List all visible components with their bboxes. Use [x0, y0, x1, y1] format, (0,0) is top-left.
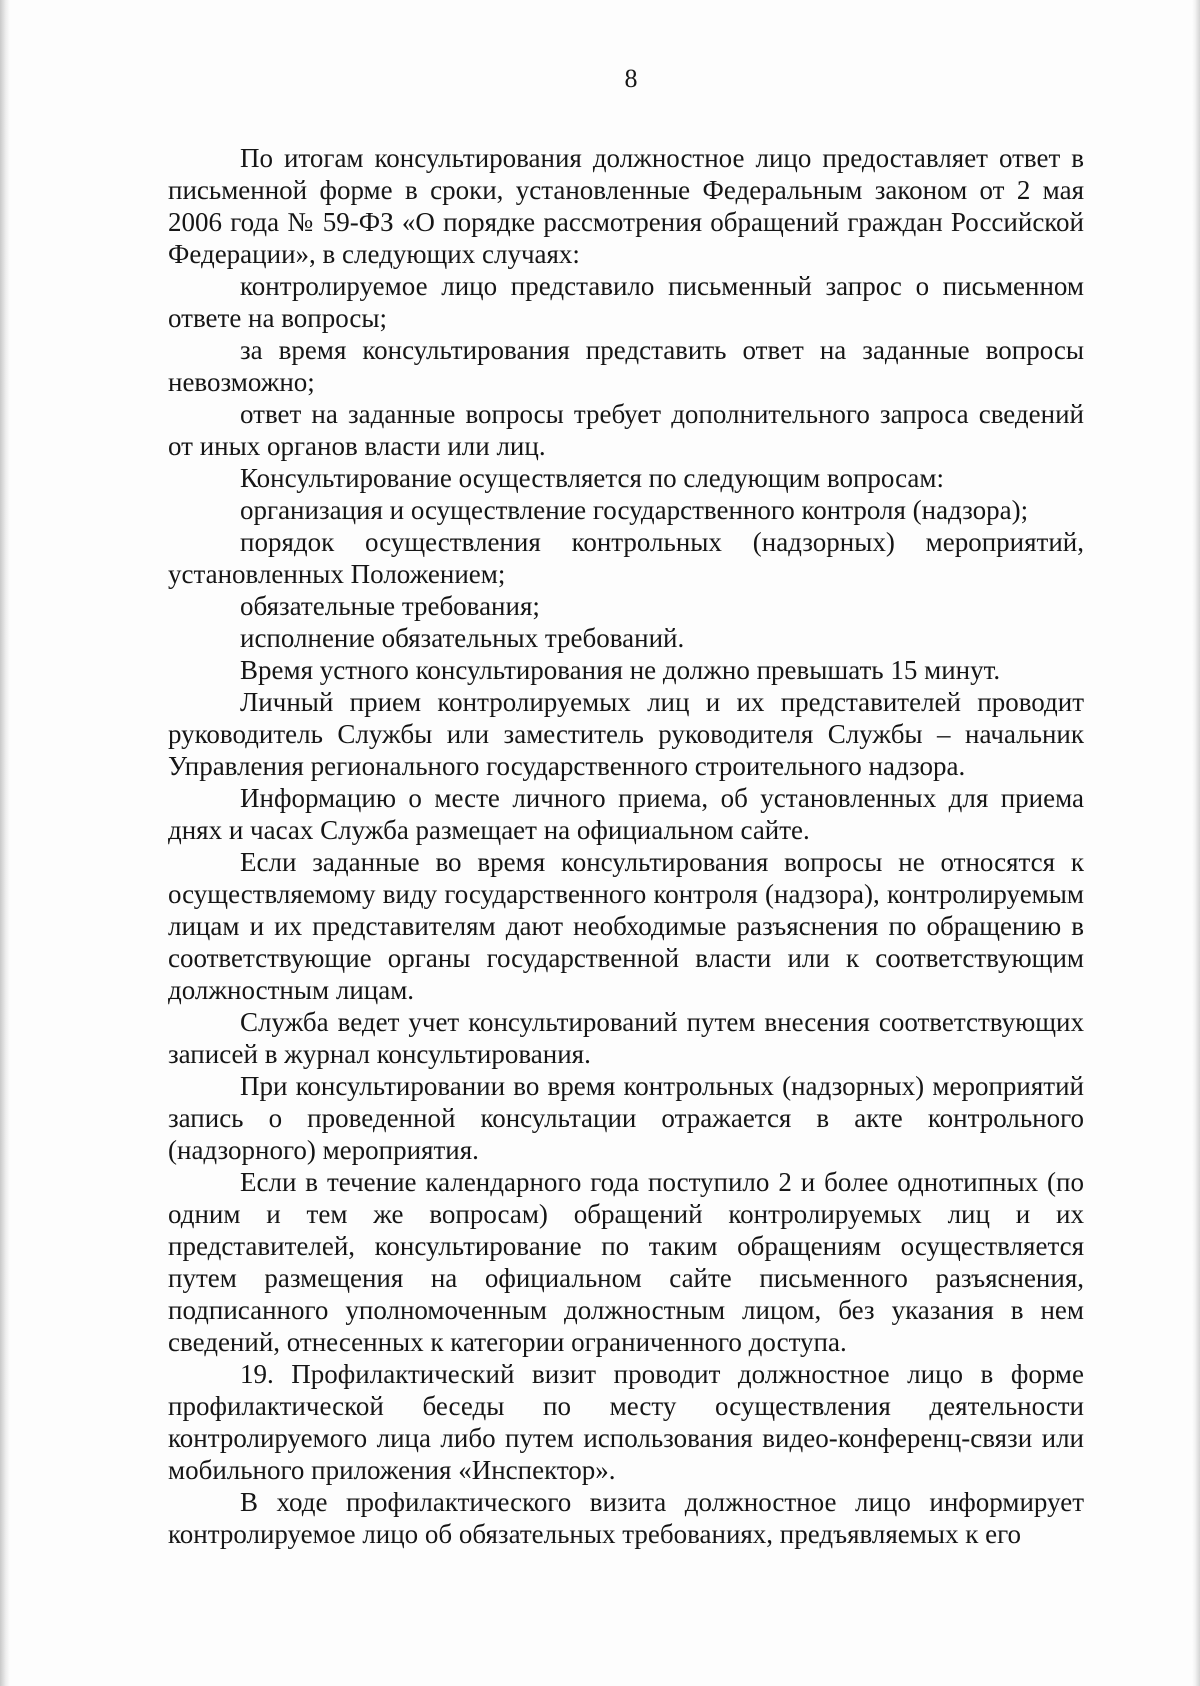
paragraph: Информацию о месте личного приема, об установленных для приема днях и часах Служба размещает на официальном сайте.: [168, 783, 1084, 845]
paragraph: Если в течение календарного года поступило 2 и более однотипных (по одним и тем же вопросам) обращений контролируемых лиц и их представителей, консультирование по таким обращениям осуществляется путем размещения на официальном сайте письменного разъяснения, подписанного уполномоченным должностным лицом, без указания в нем сведений, отнесенных к категории ограниченного доступа.: [168, 1167, 1084, 1357]
paragraph: 19. Профилактический визит проводит должностное лицо в форме профилактической беседы по месту осуществления деятельности контролируемого лица либо путем использования видео-конференц-связи или мобильного приложения «Инспектор».: [168, 1359, 1084, 1485]
paragraph: Служба ведет учет консультирований путем внесения соответствующих записей в журнал консультирования.: [168, 1007, 1084, 1069]
paragraph: контролируемое лицо представило письменный запрос о письменном ответе на вопросы;: [168, 271, 1084, 333]
paragraph: Консультирование осуществляется по следующим вопросам:: [240, 463, 944, 493]
scan-edge-right: [1192, 0, 1200, 1686]
page-number: 8: [624, 64, 638, 93]
paragraph: исполнение обязательных требований.: [240, 623, 685, 653]
paragraph: Если заданные во время консультирования вопросы не относятся к осуществляемому виду государственного контроля (надзора), контролируемым лицам и их представителям дают необходимые разъяснения по обращению в соответствующие органы государственной власти или к соответствующим должностным лицам.: [168, 847, 1084, 1005]
paragraph: Личный прием контролируемых лиц и их представителей проводит руководитель Службы или заместитель руководителя Службы – начальник Управления регионального государственного строительного надзора.: [168, 687, 1084, 781]
paragraph: организация и осуществление государственного контроля (надзора);: [240, 495, 1029, 525]
paragraph: По итогам консультирования должностное лицо предоставляет ответ в письменной форме в сроки, установленные Федеральным законом от 2 мая 2006 года № 59-ФЗ «О порядке рассмотрения обращений граждан Российской Федерации», в следующих случаях:: [168, 143, 1084, 269]
paragraph: В ходе профилактического визита должностное лицо информирует контролируемое лицо об обязательных требованиях, предъявляемых к его: [168, 1487, 1084, 1549]
paragraph: ответ на заданные вопросы требует дополнительного запроса сведений от иных органов власти или лиц.: [168, 399, 1084, 461]
paragraph: Время устного консультирования не должно превышать 15 минут.: [240, 655, 1001, 685]
paragraph: порядок осуществления контрольных (надзорных) мероприятий, установленных Положением;: [168, 527, 1084, 589]
scan-edge-left: [0, 0, 10, 1686]
document-body: [168, 142, 1084, 1550]
paragraph: обязательные требования;: [240, 591, 540, 621]
paragraph: за время консультирования представить ответ на заданные вопросы невозможно;: [168, 335, 1084, 397]
paragraph: При консультировании во время контрольных (надзорных) мероприятий запись о проведенной консультации отражается в акте контрольного (надзорного) мероприятия.: [168, 1071, 1084, 1165]
